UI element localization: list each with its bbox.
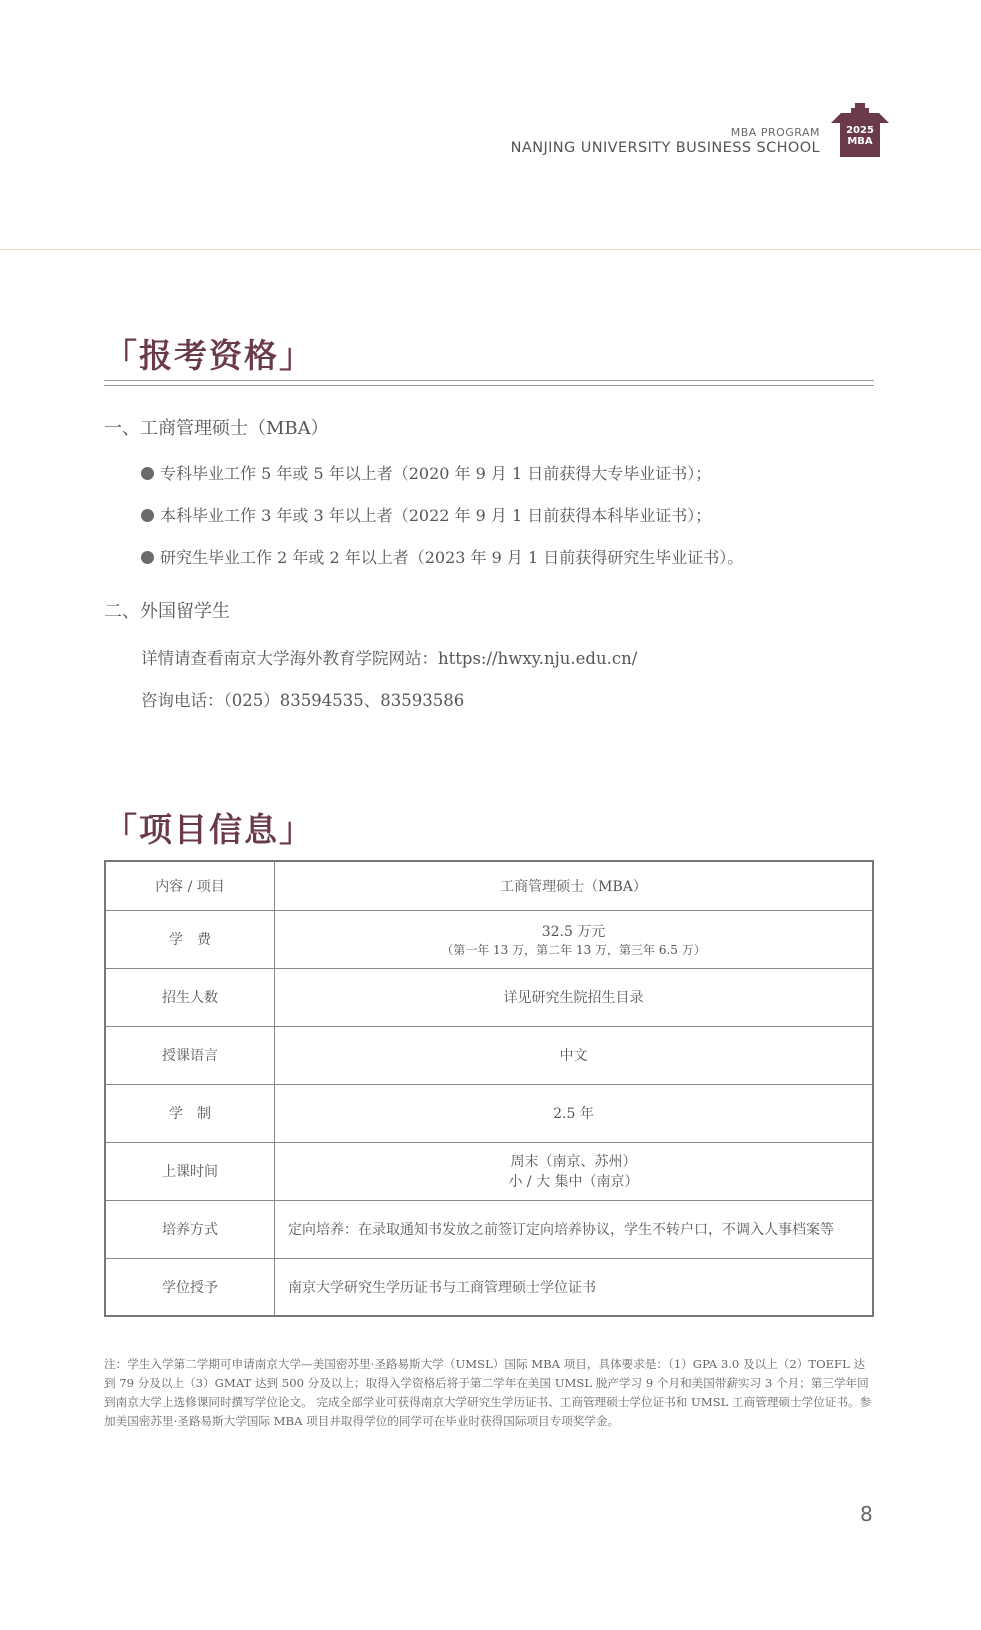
row-value <box>275 910 874 968</box>
row-value-sub: 小 / 大 集中（南京） <box>508 1174 639 1190</box>
section-title-program-info: 「项目信息」 <box>104 810 314 849</box>
row-value: 定向培养：在录取通知书发放之前签订定向培养协议，学生不转户口，不调入人事档案等 <box>275 1200 874 1258</box>
bullet-dot-icon <box>141 467 154 480</box>
list-item-text: 专科毕业工作 5 年或 5 年以上者（2020 年 9 月 1 日前获得大专毕业证书）； <box>160 464 712 483</box>
table-header-row <box>105 861 873 910</box>
list-item <box>141 461 711 484</box>
row-label: 授课语言 <box>105 1026 275 1084</box>
table-row <box>105 1258 873 1316</box>
table-row <box>105 1200 873 1258</box>
intl-phone: 咨询电话：（025）83594535、83593586 <box>141 691 465 710</box>
row-value: 详见研究生院招生目录 <box>275 968 874 1026</box>
table-row <box>105 1142 873 1200</box>
table-row <box>105 1026 873 1084</box>
row-label: 学 费 <box>105 910 275 968</box>
program-info-table <box>104 860 874 1317</box>
section-divider <box>104 380 874 386</box>
footnote: 注：学生入学第二学期可申请南京大学—美国密苏里·圣路易斯大学（UMSL）国际 MBA 项目，具体要求是：（1）GPA 3.0 及以上（2）TOEFL 达到 79 分及以上（3）GMAT 达到 500 分及以上；取得入学资格后将于第二学年在美国 UMSL 脱产学习 9 个月和美国带薪实习 3 个月；第三学年回到南京大学上选修课同时撰写学位论文。 完成全部学业可获得南京大学研究生学历证书、工商管理硕士学位证书和 UMSL 工商管理硕士学位证书。参加美国密苏里·圣路易斯大学国际 MBA 项目并取得学位的同学可在毕业时获得国际项目专项奖学金。 <box>104 1357 872 1428</box>
bullet-dot-icon <box>141 551 154 564</box>
row-label: 上课时间 <box>105 1142 275 1200</box>
header-divider <box>0 249 981 250</box>
row-label: 招生人数 <box>105 968 275 1026</box>
mba-heading: 一、工商管理硕士（MBA） <box>104 418 329 439</box>
row-label: 学 制 <box>105 1084 275 1142</box>
row-value: 中文 <box>275 1026 874 1084</box>
list-item <box>141 503 711 526</box>
table-header-cell: 内容 / 项目 <box>105 861 275 910</box>
list-item <box>141 545 743 568</box>
table-row <box>105 968 873 1026</box>
logo-label <box>840 125 880 147</box>
row-label: 学位授予 <box>105 1258 275 1316</box>
row-value-main: 周末（南京、苏州） <box>510 1154 637 1170</box>
list-item-text: 研究生毕业工作 2 年或 2 年以上者（2023 年 9 月 1 日前获得研究生毕业证书）。 <box>160 548 744 567</box>
header-program: MBA PROGRAM <box>730 126 820 139</box>
intl-website: 详情请查看南京大学海外教育学院网站：https://hwxy.nju.edu.cn/ <box>141 649 638 668</box>
intl-heading: 二、外国留学生 <box>104 601 230 622</box>
bullet-dot-icon <box>141 509 154 522</box>
section-title-eligibility: 「报考资格」 <box>104 336 314 375</box>
page-number: 8 <box>860 1502 873 1526</box>
row-value-main: 32.5 万元 <box>541 923 606 940</box>
table-row <box>105 1084 873 1142</box>
list-item-text: 本科毕业工作 3 年或 3 年以上者（2022 年 9 月 1 日前获得本科毕业证书）； <box>160 506 712 525</box>
row-value: 南京大学研究生学历证书与工商管理硕士学位证书 <box>275 1258 874 1316</box>
table-row <box>105 910 873 968</box>
row-value-sub: （第一年 13 万，第二年 13 万，第三年 6.5 万） <box>441 942 706 957</box>
row-value <box>275 1142 874 1200</box>
table-header-cell: 工商管理硕士（MBA） <box>275 861 874 910</box>
row-value: 2.5 年 <box>275 1084 874 1142</box>
header-school-name: NANJING UNIVERSITY BUSINESS SCHOOL <box>510 140 820 156</box>
row-label: 培养方式 <box>105 1200 275 1258</box>
logo-year: 2025 <box>846 125 874 136</box>
logo-mba: MBA <box>847 136 873 147</box>
